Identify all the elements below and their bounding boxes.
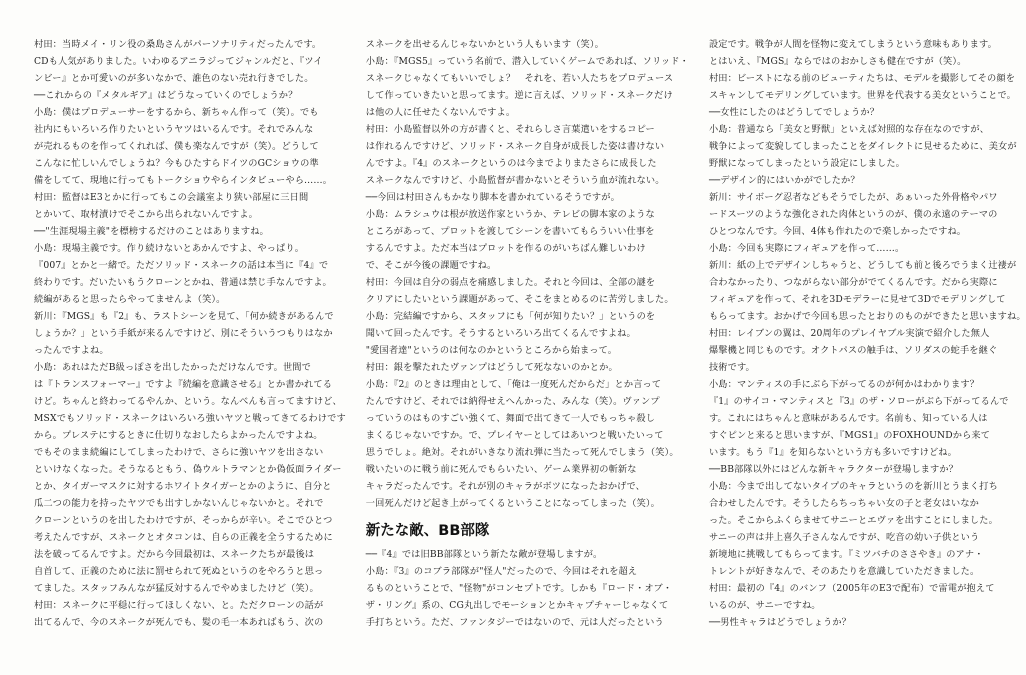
text-line: ったんですよね。 xyxy=(34,345,109,356)
text-line: ──女性にしたのはどうしてでしょうか？ xyxy=(708,107,880,118)
text-line: った。そこからふくらませてサニーとエヴァを出すことにしました。 xyxy=(708,515,998,526)
text-line: しょうか？」という手紙が来るんですけど、別にそういうつもりはなか xyxy=(34,328,333,339)
text-line: 小島：普通なら「美女と野獣」といえば対照的な存在なのですが、 xyxy=(708,124,990,135)
text-line: 村田：ビーストになる前のビューティたちは、モデルを撮影してその顔を xyxy=(708,73,1016,84)
text-line: キャラだったんです。それが別のキャラがボツになったおかげで、 xyxy=(365,481,646,492)
text-line: ──今回は村田さんもかなり脚本を書かれているそうですが。 xyxy=(365,192,620,203)
text-line: から。プレステにするときに仕切りなおしたらよかったんですよね。 xyxy=(34,430,323,441)
text-line: 村田：スネークに平穏に行ってほしくない、と。ただクローンの話が xyxy=(34,600,324,611)
text-line: たんですけど、それでは納得せえへんかった、みんな（笑）。ヴァンプ xyxy=(365,396,660,407)
text-line: 村田：当時メイ・リン役の桑島さんがパーソナリティだったんです。 xyxy=(34,39,322,50)
text-line: 『007』とかと一緒で。ただソリッド・スネークの話は本当に『4』で xyxy=(34,260,329,271)
text-line: は他の人に任せたくないんですよ。 xyxy=(365,107,516,118)
text-line: でもそのまま続編にしてしまったわけで、さらに強いヤツを出さない xyxy=(34,447,324,458)
text-line: 小島：『3』のコブラ部隊が"怪人"だったので、今回はそれを超え xyxy=(365,566,638,577)
text-line: す。これにはちゃんと意味があるんです。名前も、知っている人は xyxy=(708,413,988,424)
text-line: ──これからの『メタルギア』はどうなっていくのでしょうか？ xyxy=(34,90,298,101)
text-line: 一回死んだけど起き上がってくるということになってしまった（笑）。 xyxy=(365,498,660,509)
text-line: 新川：『MGS』も『2』も、ラストシーンを見て、「何か続きがあるんで xyxy=(34,311,334,322)
text-line: 小島：完結編ですから、スタッフにも「何が知りたい？」というのを xyxy=(365,311,656,322)
text-line: スネークを出せるんじゃないかという人もいます（笑）。 xyxy=(365,39,604,50)
text-line: とはいえ、『MGS』ならではのおかしさも健在ですが（笑）。 xyxy=(708,56,967,67)
text-line: 小島：僕はプロデューサーをするから、新ちゃん作って（笑）。でも xyxy=(34,107,319,118)
text-line: 法を破ってるんですよ。だから今回最初は、スネークたちが最後は xyxy=(34,549,315,560)
text-line: 続編があると思ったらやってませんよ（笑）。 xyxy=(34,294,226,305)
text-line: は作れるんですけど、ソリッド・スネーク自身が成長した姿は書けない xyxy=(365,141,665,152)
text-line: 新川：サイボーグ忍者などもそうでしたが、あぁいった外骨格やパワ xyxy=(708,192,998,203)
text-line: ──BB部隊以外にはどんな新キャラクターが登場しますか？ xyxy=(708,464,959,475)
column-left xyxy=(34,36,346,656)
text-line: 村田：レイブンの翼は、20周年のプレイヤブル実演で紹介した無人 xyxy=(708,328,990,339)
text-line: といけなくなった。そうなるともう、偽ウルトラマンとか偽仮面ライダー xyxy=(34,464,342,475)
text-line: います。もう『1』を知らないという方も多いですけどね。 xyxy=(708,447,957,458)
text-line: とかいて、取材漬けでそこから出られないんですよ。 xyxy=(34,209,258,220)
text-line: ザ・リング』系の、CG丸出しでモーションとかキャプチャーじゃなくて xyxy=(365,600,669,611)
text-line: 村田：今回は自分の弱点を痛感しました。それと今回は、全部の謎を xyxy=(365,277,656,288)
text-line: するんですよ。ただ本当はプロットを作るのがいちばん難しいわけ xyxy=(365,243,646,254)
text-line: こんなに忙しいんでしょうね？今もひたすらドイツのGCショウの準 xyxy=(34,158,319,169)
text-line: 瓜二つの能力を持ったヤツでも出すしかないんじゃないかと。それで xyxy=(34,498,324,509)
text-line: 小島：マンティスの手にぶら下がってるのが何かはわかります？ xyxy=(708,379,979,390)
text-line: 村田：銀を撃たれたヴァンプはどうして死なないのかとか。 xyxy=(365,362,618,373)
text-line: 出てるんで、今のスネークが死んでも、髪の毛一本あればもう、次の xyxy=(34,617,324,628)
text-line: てました。スタッフみんなが猛反対するんでやめましたけど（笑）。 xyxy=(34,583,319,594)
text-line: クリアにしたいという課題があって、そこをまとめるのに苦労しました。 xyxy=(365,294,674,305)
text-line: ──"生涯現場主義"を標榜するだけのことはありますね。 xyxy=(34,226,269,237)
text-line: 新川：紙の上でデザインしちゃうと、どうしても前と後ろでうまく辻褄が xyxy=(708,260,1017,271)
text-line: まくるじゃないですか。で、プレイヤーとしてはあいつと戦いたいって xyxy=(365,430,664,441)
text-line: けど。ちゃんと終わってるやんか、という。なんべんも言ってますけど、 xyxy=(34,396,342,407)
text-line: 合わなかったり、つながらない部分がでてくるんです。だから実際に xyxy=(708,277,998,288)
text-line: っていうのはものすごい強くて、舞面で出てきて一人でもっちゃ殺し xyxy=(365,413,656,424)
text-line: 手打ちという。ただ、ファンタジーではないので、元は人だったという xyxy=(365,617,664,628)
text-columns xyxy=(34,36,1026,656)
text-line: もらってます。おかげで今回も思ったとおりのものができたと思いますね。 xyxy=(708,311,1026,322)
text-line: んですよ。『4』のスネークというのは今までよりまたさらに成長した xyxy=(365,158,657,169)
text-line: 村田：監督はE3とかに行ってもこの会議室より狭い部屋に三日間 xyxy=(34,192,309,203)
text-line: 自首して、正義のために法に罰せられて死ぬというのをやろうと思っ xyxy=(34,566,324,577)
column-middle xyxy=(366,36,689,656)
text-line: ところがあって、プロットを渡してシーンを書いてもらういい仕事を xyxy=(365,226,655,237)
text-line: ──デザイン的にはいかがでしたか？ xyxy=(708,175,860,186)
text-line: ひとつなんです。今回、4体も作れたので楽しかったですね。 xyxy=(708,226,967,237)
section-heading: 新たな敵、BB部隊 xyxy=(365,523,490,539)
text-line: 爆撃機と同じものです。オクトパスの触手は、ソリダスの蛇手を継ぐ xyxy=(708,345,998,356)
text-line: MSXでもソリッド・スネークはいろいろ強いヤツと戦ってきてるわけです xyxy=(34,413,346,424)
text-line: 小島：『MGS5』っていう名前で、潜入していくゲームであれば、ソリッド・ xyxy=(365,56,689,67)
text-line: すぐピンと来ると思いますが、『MGS1』のFOXHOUNDから来て xyxy=(708,430,991,441)
text-line: 小島：『2』のときは理由として、「俺は一度死んだからだ」とか言って xyxy=(365,379,662,390)
text-line: は『トランスフォーマー』ですよ『続編を意識させる』とか書かれてる xyxy=(34,379,333,390)
text-line: 考えたんですが、スネークとオタコンは、自らの正義を全うするために xyxy=(34,532,333,543)
text-line: 技術です。 xyxy=(708,362,755,373)
text-line: 小島：ムラシュウは根が放送作家というか、テレビの脚本家のような xyxy=(365,209,655,220)
text-line: ードスーツのような強化された肉体というのが、僕の永遠のテーマの xyxy=(708,209,998,220)
text-line: が売れるものを作ってくれれば、僕も楽なんですが（笑）。どうして xyxy=(34,141,319,152)
text-line: ンビー』とか可愛いのが多いなかで、誰色のない売れ行きでした。 xyxy=(34,73,314,84)
text-line: して作っていきたいと思ってます。逆に言えば、ソリッド・スネークだけ xyxy=(365,90,673,101)
text-line: ──『4』では旧BB部隊という新たな敵が登場しますが。 xyxy=(365,549,603,560)
text-line: 小島：今回も実際にフィギュアを作って……。 xyxy=(708,243,905,254)
text-line: るものということで、"怪物"がコンセプトです。しかも『ロード・オブ・ xyxy=(365,583,673,594)
text-line: 社内にもいろいろ作りたいというヤツはいるんです。それでみんな xyxy=(34,124,314,135)
text-line: サニーの声は井上喜久子さんなんですが、吃音の幼い子供という xyxy=(708,532,980,543)
text-line: CDも人気がありました。いわゆるアニラジってジャンルだと、『ツイ xyxy=(34,56,323,67)
text-line: いるのが、サニーですね。 xyxy=(708,600,821,611)
text-line: フィギュアを作って、それを3Dモデラーに見せて3Dでモデリングして xyxy=(708,294,1006,305)
column-right xyxy=(709,36,1026,656)
text-line: スネークじゃなくてもいいでしょ？ それを、若い人たちをプロデュース xyxy=(365,73,674,84)
text-line: 『1』のサイコ・マンティスと『3』のザ・ソローがぶら下がってるんで xyxy=(708,396,1009,407)
text-line: 小島：あれはただB級っぽさを出したかっただけなんです。世間で xyxy=(34,362,311,373)
text-line: 野獣になってしまったという設定にしました。 xyxy=(708,158,906,169)
text-line: 戦争によって変貌してしまったことをダイレクトに見せるために、美女が xyxy=(708,141,1017,152)
text-line: 村田：最初の『4』のバンフ（2005年のE3で配布）で雷電が抱えて xyxy=(708,583,995,594)
text-line: とか、タイガーマスクに対するホワイトタイガーとかのように、自分と xyxy=(34,481,332,492)
text-line: 設定です。戦争が人間を怪物に変えてしまうという意味もあります。 xyxy=(708,39,997,50)
text-line: 村田：小島監督以外の方が書くと、それらしさ言葉遣いをするコピー xyxy=(365,124,655,135)
text-line: ──男性キャラはどうでしょうか？ xyxy=(708,617,852,628)
text-line: 備をしてて、現地に行ってもトークショウやらインタビューやら……。 xyxy=(34,175,333,186)
text-line: 聞いて回ったんです。そうするといろいろ出てくるんですよね。 xyxy=(365,328,636,339)
text-line: スキャンしてモデリングしています。世界を代表する美女ということで。 xyxy=(708,90,1016,101)
text-line: 新境地に挑戦してもらってます。『ミツバチのささやき』のアナ・ xyxy=(708,549,984,560)
text-line: 終わりです。だいたいもうクローンとかね、普通は禁じ手なんですよ。 xyxy=(34,277,332,288)
text-line: 小島：今まで出してないタイプのキャラというのを新川とうまく打ち xyxy=(708,481,998,492)
text-line: クローンというのを出したわけですが、そっからが辛い。そこでひとつ xyxy=(34,515,333,526)
text-line: 戦いたいのに戦う前に死んでもらいたい、ゲーム業界初の斬新な xyxy=(365,464,637,475)
text-line: 合わせしたんです。そうしたらちっちゃい女の子と老女はいなか xyxy=(708,498,979,509)
text-line: スネークなんですけど、小島監督が書かないとそういう血が流れない。 xyxy=(365,175,665,186)
text-line: "愛国者達"というのは何なのかというところから始まって。 xyxy=(365,345,618,356)
text-line: 小島：現場主義です。作り続けないとあかんですよ、やっぱり。 xyxy=(34,243,305,254)
text-line: で、そこが今後の課題ですね。 xyxy=(365,260,497,271)
text-line: トレントが好きなんで、そのあたりを意識していただきました。 xyxy=(708,566,980,577)
text-line: 思うでしょ。絶対。それがいきなり流れ弾に当たって死んでしまう（笑）。 xyxy=(365,447,679,458)
